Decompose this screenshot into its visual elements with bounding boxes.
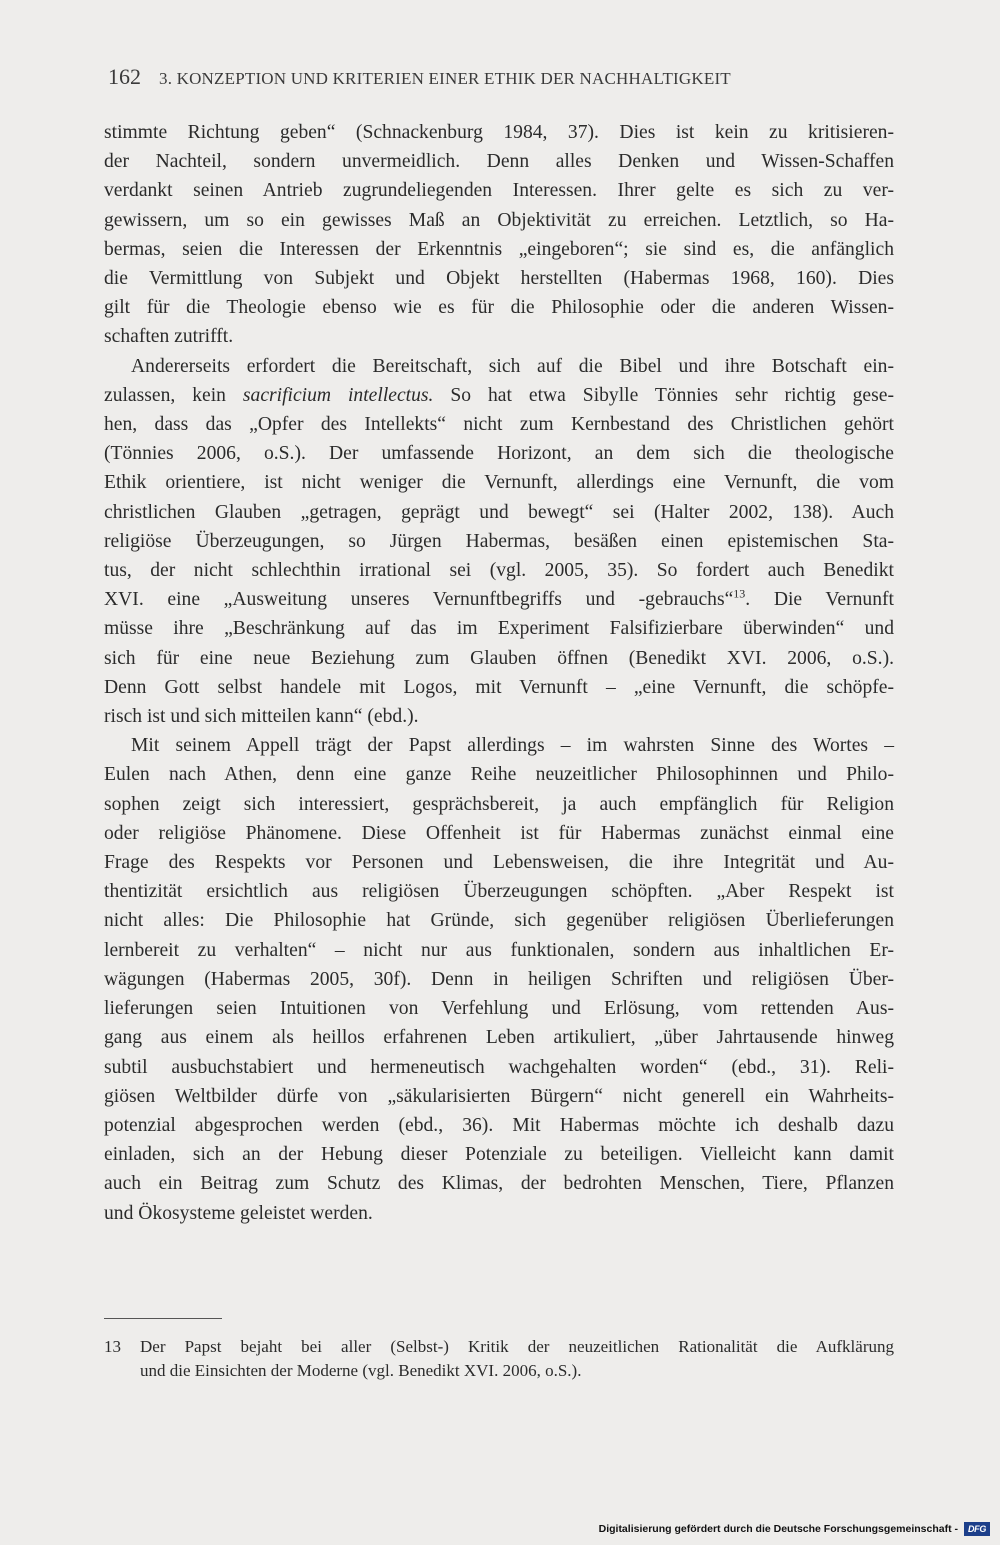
text-line: verdankt seinen Antrieb zugrundeliegenden Interessen. Ihrer gelte es sich zu ver-: [104, 180, 894, 202]
text-run: zulassen, kein: [104, 384, 243, 406]
page-number: 162: [108, 64, 141, 89]
text-line: potenzial abgesprochen werden (ebd., 36). Mit Habermas möchte ich deshalb dazu: [104, 1114, 894, 1136]
text-line: (Tönnies 2006, o.S.). Der umfassende Horizont, an dem sich die theologische: [104, 443, 894, 465]
text-line: Ethik orientiere, ist nicht weniger die Vernunft, allerdings eine Vernunft, die vom: [104, 472, 894, 494]
text-run: . Die Vernunft: [745, 589, 894, 611]
text-line: lieferungen seien Intuitionen von Verfehlung und Erlösung, vom rettenden Aus-: [104, 998, 894, 1020]
footnote-13: [104, 1335, 894, 1383]
text-line: christlichen Glauben „getragen, geprägt und bewegt“ sei (Halter 2002, 138). Auch: [104, 501, 894, 523]
text-line: Andererseits erfordert die Bereitschaft, sich auf die Bibel und ihre Botschaft ein-: [131, 355, 894, 377]
text-line: einladen, sich an der Hebung dieser Potenziale zu beteiligen. Vielleicht kann damit: [104, 1144, 894, 1166]
text-line: auch ein Beitrag zum Schutz des Klimas, der bedrohten Menschen, Tiere, Pflanzen: [104, 1173, 894, 1195]
paragraph-2: [104, 352, 894, 732]
footnote-text: Der Papst bejaht bei aller (Selbst-) Kritik der neuzeitlichen Rationalität die Aufklärung: [140, 1337, 894, 1356]
text-line: die Vermittlung von Subjekt und Objekt herstellten (Habermas 1968, 160). Dies: [104, 268, 894, 290]
text-line: giösen Weltbilder dürfe von „säkularisierten Bürgern“ nicht generell ein Wahrheits-: [104, 1085, 894, 1107]
text-line: [104, 381, 894, 410]
text-line: hen, dass das „Opfer des Intellekts“ nicht zum Kernbestand des Christlichen gehört: [104, 414, 894, 436]
digitization-credit: [599, 1519, 990, 1539]
chapter-title: 3. KONZEPTION UND KRITERIEN EINER ETHIK DER NACHHALTIGKEIT: [159, 69, 731, 88]
text-line: und Ökosysteme geleistet werden.: [104, 1202, 373, 1224]
text-line: sich für eine neue Beziehung zum Glauben öffnen (Benedikt XVI. 2006, o.S.).: [104, 647, 894, 669]
text-line: Denn Gott selbst handele mit Logos, mit Vernunft – „eine Vernunft, die schöpfe-: [104, 676, 894, 698]
text-line: schaften zutrifft.: [104, 326, 234, 348]
body-text: [104, 118, 894, 1228]
text-line: risch ist und sich mitteilen kann“ (ebd.).: [104, 706, 419, 728]
text-line: müsse ihre „Beschränkung auf das im Experiment Falsifizierbare überwinden“ und: [104, 618, 894, 640]
running-head: [108, 64, 898, 94]
text-line: wägungen (Habermas 2005, 30f). Denn in heiligen Schriften und religiösen Über-: [104, 968, 894, 990]
credit-text: Digitalisierung gefördert durch die Deutsche Forschungsgemeinschaft -: [598, 1523, 958, 1535]
text-line: bermas, seien die Interessen der Erkenntnis „eingeboren“; sie sind es, die anfänglich: [104, 238, 894, 260]
italic-phrase: sacrificium intellectus.: [242, 384, 434, 406]
text-line: thentizität ersichtlich aus religiösen Überzeugungen schöpften. „Aber Respekt ist: [104, 881, 894, 903]
text-run: XVI. eine „Ausweitung unseres Vernunftbegriffs und -gebrauchs“: [104, 589, 734, 611]
text-line: gang aus einem als heillos erfahrenen Leben artikuliert, „über Jahrtausende hinweg: [104, 1027, 894, 1049]
text-line: Frage des Respekts vor Personen und Lebensweisen, die ihre Integrität und Au-: [104, 852, 894, 874]
footnote-divider: [104, 1318, 222, 1319]
text-line: oder religiöse Phänomene. Diese Offenheit ist für Habermas zunächst einmal eine: [104, 822, 894, 844]
footnote-line: und die Einsichten der Moderne (vgl. Benedikt XVI. 2006, o.S.).: [140, 1361, 582, 1380]
text-line: Mit seinem Appell trägt der Papst allerdings – im wahrsten Sinne des Wortes –: [131, 735, 894, 757]
text-line: stimmte Richtung geben“ (Schnackenburg 1984, 37). Dies ist kein zu kritisieren-: [104, 122, 894, 143]
text-line: lernbereit zu verhalten“ – nicht nur aus funktionalen, sondern aus inhaltlichen Er-: [104, 939, 894, 961]
text-line: gilt für die Theologie ebenso wie es für die Philosophie oder die anderen Wissen-: [104, 297, 894, 319]
dfg-logo-icon: DFG: [964, 1522, 990, 1536]
text-line: gewissern, um so ein gewisses Maß an Objektivität zu erreichen. Letztlich, so Ha-: [104, 209, 894, 231]
text-line: subtil ausbuchstabiert und hermeneutisch wachgehalten worden“ (ebd., 31). Reli-: [104, 1056, 894, 1078]
text-line: nicht alles: Die Philosophie hat Gründe, sich gegenüber religiösen Überlieferungen: [104, 910, 894, 932]
text-line: sophen zeigt sich interessiert, gesprächsbereit, ja auch empfänglich für Religion: [104, 793, 894, 815]
text-run: So hat etwa Sibylle Tönnies sehr richtig gese-: [433, 384, 894, 406]
paragraph-1: [104, 118, 894, 352]
footnote-number: 13: [104, 1337, 121, 1356]
paragraph-3: [104, 731, 894, 1227]
text-line: [104, 585, 894, 614]
text-line: der Nachteil, sondern unvermeidlich. Denn alles Denken und Wissen-Schaffen: [104, 151, 894, 173]
footnote-line: [104, 1335, 894, 1359]
text-line: Eulen nach Athen, denn eine ganze Reihe neuzeitlicher Philosophinnen und Philo-: [104, 764, 894, 786]
text-line: tus, der nicht schlechthin irrational sei (vgl. 2005, 35). So fordert auch Benedikt: [104, 560, 894, 582]
text-line: religiöse Überzeugungen, so Jürgen Habermas, besäßen einen epistemischen Sta-: [104, 530, 894, 552]
footnote-reference: 13: [733, 586, 746, 601]
